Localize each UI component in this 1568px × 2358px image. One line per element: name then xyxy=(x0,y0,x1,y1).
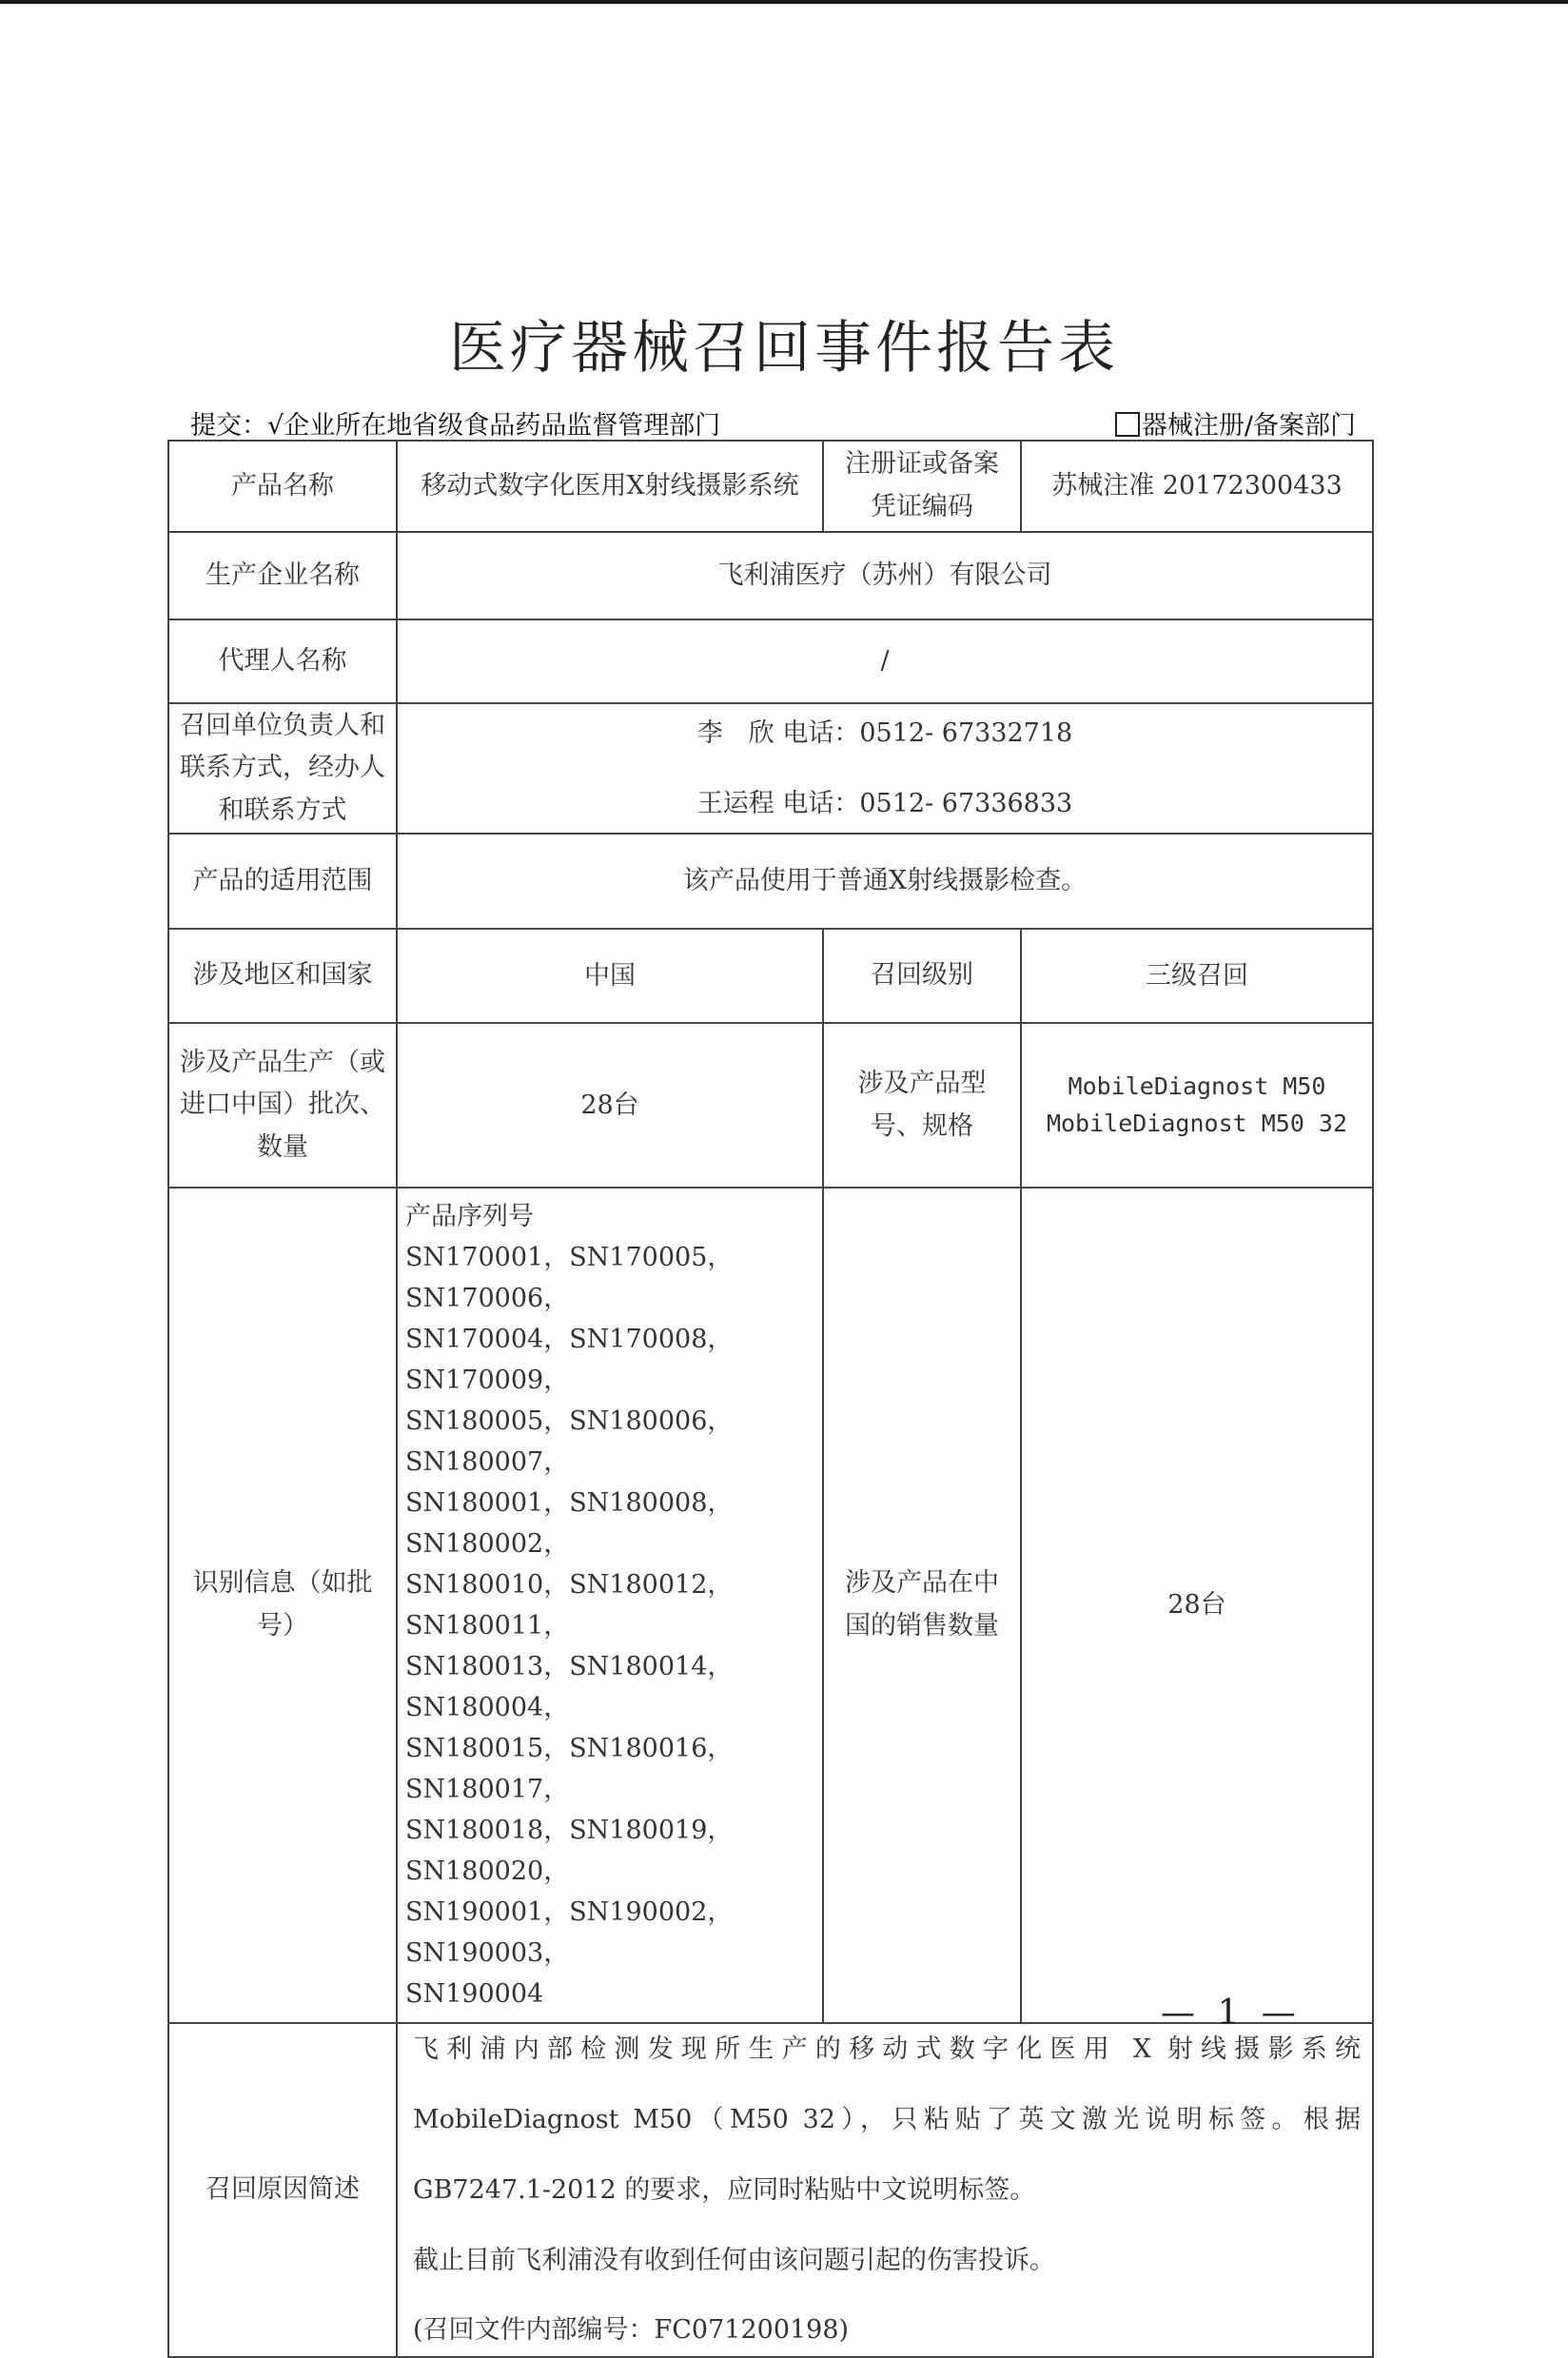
reason-line-2: MobileDiagnost M50（M50 32），只粘贴了英文激光说明标签。根据 xyxy=(413,2104,1361,2134)
agent-label: 代理人名称 xyxy=(168,619,397,703)
scope-value: 该产品使用于普通X射线摄影检查。 xyxy=(397,834,1373,929)
submit-left: 提交：√企业所在地省级食品药品监督管理部门 xyxy=(190,411,721,441)
scope-label: 产品的适用范围 xyxy=(168,834,397,929)
submit-line xyxy=(190,404,1356,442)
sales-value: 28台 xyxy=(1021,1188,1373,2023)
reason-label: 召回原因简述 xyxy=(168,2023,397,2357)
reg-cert-value: 苏械注准 20172300433 xyxy=(1021,441,1373,532)
table-row xyxy=(168,834,1373,929)
scan-edge xyxy=(0,0,1568,4)
checkbox-empty xyxy=(1115,412,1140,437)
serial-line: SN180005，SN180006，SN180007， xyxy=(405,1406,734,1477)
manufacturer-label: 生产企业名称 xyxy=(168,532,397,619)
serial-line: SN180018，SN180019，SN180020， xyxy=(405,1816,734,1886)
table-row xyxy=(168,1023,1373,1188)
serial-line: SN180015，SN180016，SN180017， xyxy=(405,1734,734,1804)
reason-cell xyxy=(397,2023,1373,2357)
contact-label: 召回单位负责人和联系方式，经办人和联系方式 xyxy=(168,703,397,834)
level-label: 召回级别 xyxy=(823,929,1021,1023)
table-row xyxy=(168,929,1373,1023)
serial-line: SN170004，SN170008，SN170009， xyxy=(405,1325,734,1395)
product-name-label: 产品名称 xyxy=(168,441,397,532)
batch-value: 28台 xyxy=(397,1023,823,1188)
agent-value: / xyxy=(397,619,1373,703)
model-label: 涉及产品型号、规格 xyxy=(823,1023,1021,1188)
serial-line: SN180010，SN180012，SN180011， xyxy=(405,1570,734,1641)
region-value: 中国 xyxy=(397,929,823,1023)
table-row xyxy=(168,619,1373,703)
table-row xyxy=(168,703,1373,834)
manufacturer-value: 飞利浦医疗（苏州）有限公司 xyxy=(397,532,1373,619)
reason-line-4: 截止目前飞利浦没有收到任何由该问题引起的伤害投诉。 xyxy=(413,2245,1055,2275)
contact-2: 王运程 电话：0512- 67336833 xyxy=(696,788,1073,818)
batch-label: 涉及产品生产（或进口中国）批次、数量 xyxy=(168,1023,397,1188)
submit-right xyxy=(1115,404,1356,442)
reg-cert-label: 注册证或备案凭证编码 xyxy=(823,441,1021,532)
table-row xyxy=(168,441,1373,532)
table-row xyxy=(168,2023,1373,2357)
contact-1: 李 欣 电话：0512- 67332718 xyxy=(696,717,1073,748)
region-label: 涉及地区和国家 xyxy=(168,929,397,1023)
serial-line: SN190001，SN190002，SN190003， xyxy=(405,1897,734,1968)
serial-cell xyxy=(397,1188,823,2023)
serial-line: SN190004 xyxy=(405,1979,544,2009)
product-name-value: 移动式数字化医用X射线摄影系统 xyxy=(397,441,823,532)
id-label: 识别信息（如批号） xyxy=(168,1188,397,2023)
serial-line: SN180013，SN180014，SN180004， xyxy=(405,1652,734,1722)
table-row xyxy=(168,532,1373,619)
serial-line: SN180001，SN180008，SN180002， xyxy=(405,1488,734,1559)
serial-heading: 产品序列号 xyxy=(405,1202,534,1231)
level-value: 三级召回 xyxy=(1021,929,1373,1023)
model-1: MobileDiagnost M50 xyxy=(1068,1071,1326,1100)
sales-label: 涉及产品在中国的销售数量 xyxy=(823,1188,1021,2023)
contact-cell xyxy=(397,703,1373,834)
recall-report-table xyxy=(167,440,1374,2358)
model-cell xyxy=(1021,1023,1373,1188)
table-row xyxy=(168,1188,1373,2023)
page-number: — 1 — xyxy=(1161,1994,1302,2033)
reason-line-3: GB7247.1-2012 的要求，应同时粘贴中文说明标签。 xyxy=(413,2174,1036,2205)
submit-right-label: 器械注册/备案部门 xyxy=(1141,411,1356,441)
page-title: 医疗器械召回事件报告表 xyxy=(449,315,1119,382)
reason-line-1: 飞利浦内部检测发现所生产的移动式数字化医用 X 射线摄影系统 xyxy=(413,2034,1361,2064)
model-2: MobileDiagnost M50 32 xyxy=(1046,1109,1348,1137)
serial-line: SN170001，SN170005，SN170006， xyxy=(405,1243,734,1313)
reason-line-5: (召回文件内部编号：FC071200198) xyxy=(413,2315,850,2346)
